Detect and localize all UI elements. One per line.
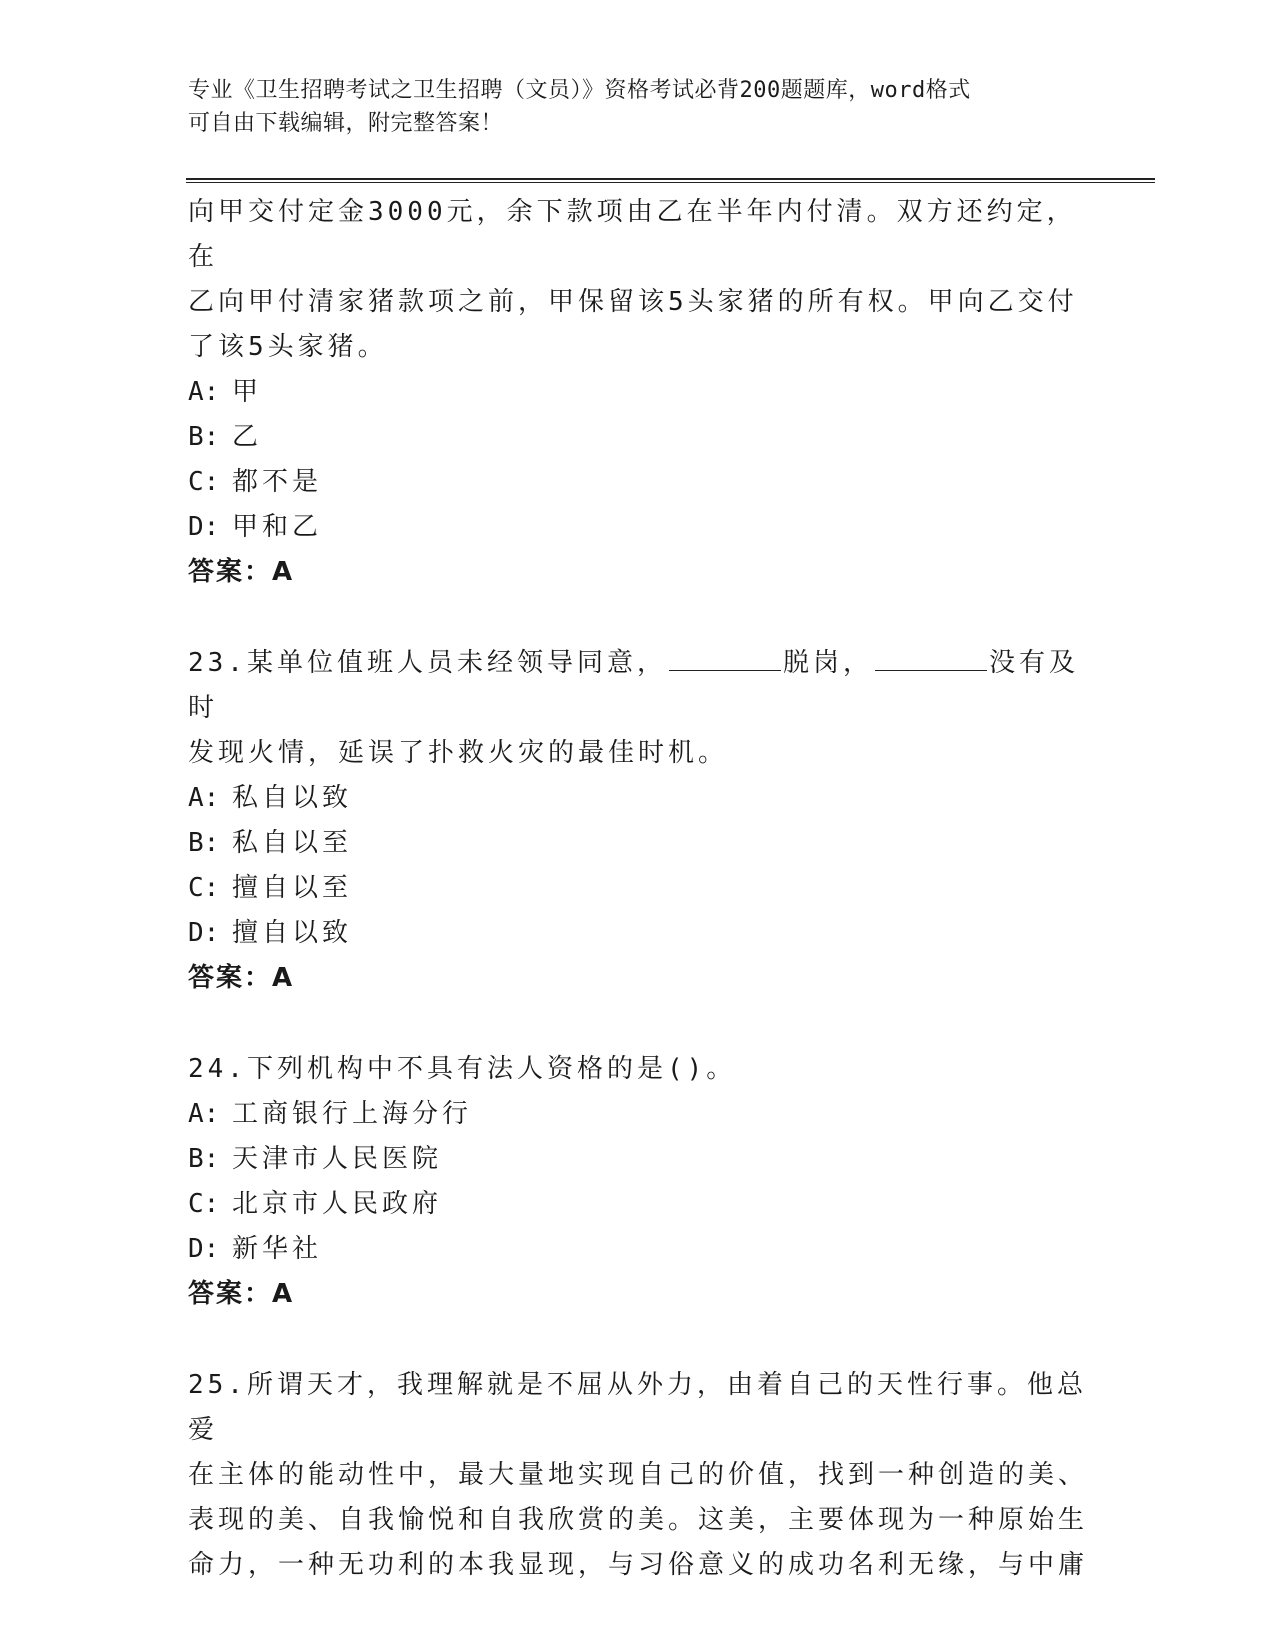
question-24-option-b: B: 天津市人民医院 [188,1144,443,1174]
question-22-option-b: B: 乙 [188,422,263,452]
question-22-option-d: D: 甲和乙 [188,512,323,542]
question-24 [188,1047,1088,1317]
question-23-option-b: B: 私自以至 [188,828,353,858]
question-22-answer: 答案：A [188,557,295,587]
question-25-text-line-4: 命力，一种无功利的本我显现，与习俗意义的成功名利无缘，与中庸 [188,1550,1089,1580]
question-24-option-a: A: 工商银行上海分行 [188,1099,473,1129]
header-divider [186,178,1155,183]
question-22-text-line-3: 了该5头家猪。 [188,332,388,362]
question-23-answer: 答案：A [188,963,295,993]
question-24-option-c: C: 北京市人民政府 [188,1189,443,1219]
question-24-text-line-1: 24.下列机构中不具有法人资格的是()。 [188,1054,737,1084]
header-line-1: 专业《卫生招聘考试之卫生招聘（文员）》资格考试必背200题题库，word格式 [188,78,971,103]
question-25 [188,1363,1088,1588]
question-23-option-a: A: 私自以致 [188,783,353,813]
question-23-option-c: C: 擅自以至 [188,873,353,903]
question-23 [188,641,1088,1001]
question-24-option-d: D: 新华社 [188,1234,323,1264]
question-25-text-line-3: 表现的美、自我愉悦和自我欣赏的美。这美，主要体现为一种原始生 [188,1505,1089,1535]
question-25-text-line-1: 25.所谓天才，我理解就是不屈从外力，由着自己的天性行事。他总爱 [188,1370,1087,1445]
question-24-answer: 答案：A [188,1279,295,1309]
header-line-2: 可自由下载编辑，附完整答案！ [188,111,504,136]
question-22-text-line-2: 乙向甲付清家猪款项之前，甲保留该5头家猪的所有权。甲向乙交付 [188,287,1078,317]
question-22-option-a: A: 甲 [188,377,263,407]
question-23-text-line-1: 23.某单位值班人员未经领导同意， 脱岗， 没有及时 [188,648,1079,723]
document-body [188,190,1088,1588]
question-22 [188,190,1088,595]
fill-blank-2 [875,646,987,671]
question-23-option-d: D: 擅自以致 [188,918,353,948]
question-22-option-c: C: 都不是 [188,467,323,497]
question-23-text-line-2: 发现火情，延误了扑救火灾的最佳时机。 [188,738,729,768]
page-header [188,74,1088,140]
question-22-text-line-1: 向甲交付定金3000元，余下款项由乙在半年内付清。双方还约定，在 [188,197,1077,272]
question-25-text-line-2: 在主体的能动性中，最大量地实现自己的价值，找到一种创造的美、 [188,1460,1089,1490]
fill-blank-1 [669,646,781,671]
